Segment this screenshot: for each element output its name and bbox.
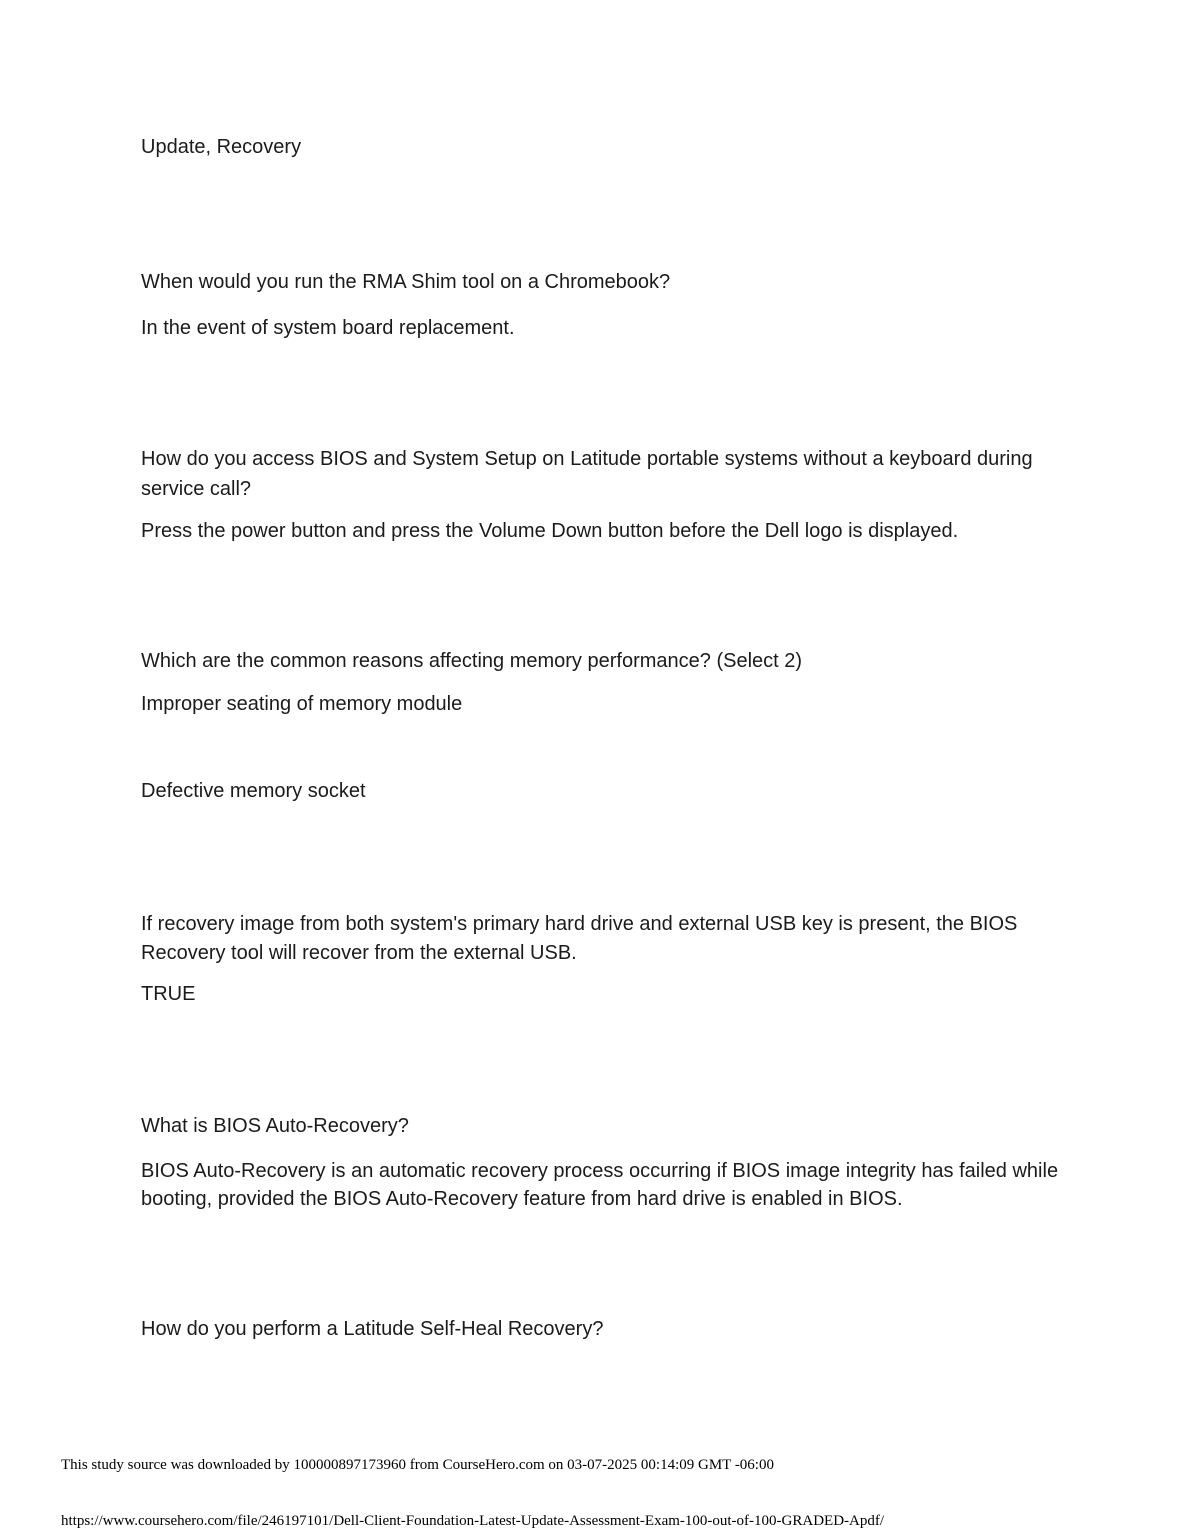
footer-source-url-link[interactable]: https://www.coursehero.com/file/246197101/Dell-Client-Foundation-Latest-Update-Assessment-Exam-100-out-of-100-GRADED-Apdf/ (61, 1513, 885, 1529)
qa6-question: How do you perform a Latitude Self-Heal Recovery? (141, 1318, 604, 1340)
qa5-question: What is BIOS Auto-Recovery? (141, 1115, 409, 1137)
qa4-question-line2: Recovery tool will recover from the external USB. (141, 942, 577, 964)
qa1-question: When would you run the RMA Shim tool on a Chromebook? (141, 271, 671, 293)
qa2-question-line2: service call? (141, 478, 252, 500)
qa4-question-line1: If recovery image from both system's primary hard drive and external USB key is present, the BIOS (141, 913, 1018, 935)
qa2-answer: Press the power button and press the Volume Down button before the Dell logo is displayed. (141, 520, 959, 542)
qa5-answer-line1: BIOS Auto-Recovery is an automatic recovery process occurring if BIOS image integrity has failed while (141, 1160, 1059, 1182)
footer-download-notice: This study source was downloaded by 100000897173960 from CourseHero.com on 03-07-2025 00:14:09 GMT -06:00 (61, 1457, 774, 1473)
qa1-answer: In the event of system board replacement. (141, 317, 515, 339)
qa5-answer-line2: booting, provided the BIOS Auto-Recovery feature from hard drive is enabled in BIOS. (141, 1188, 903, 1210)
qa3-answer-2: Defective memory socket (141, 780, 366, 802)
qa2-question-line1: How do you access BIOS and System Setup on Latitude portable systems without a keyboard during (141, 448, 1033, 470)
qa3-question: Which are the common reasons affecting memory performance? (Select 2) (141, 650, 803, 672)
qa3-answer-1: Improper seating of memory module (141, 693, 463, 715)
qa4-answer: TRUE (141, 983, 196, 1005)
section-heading: Update, Recovery (141, 136, 302, 158)
